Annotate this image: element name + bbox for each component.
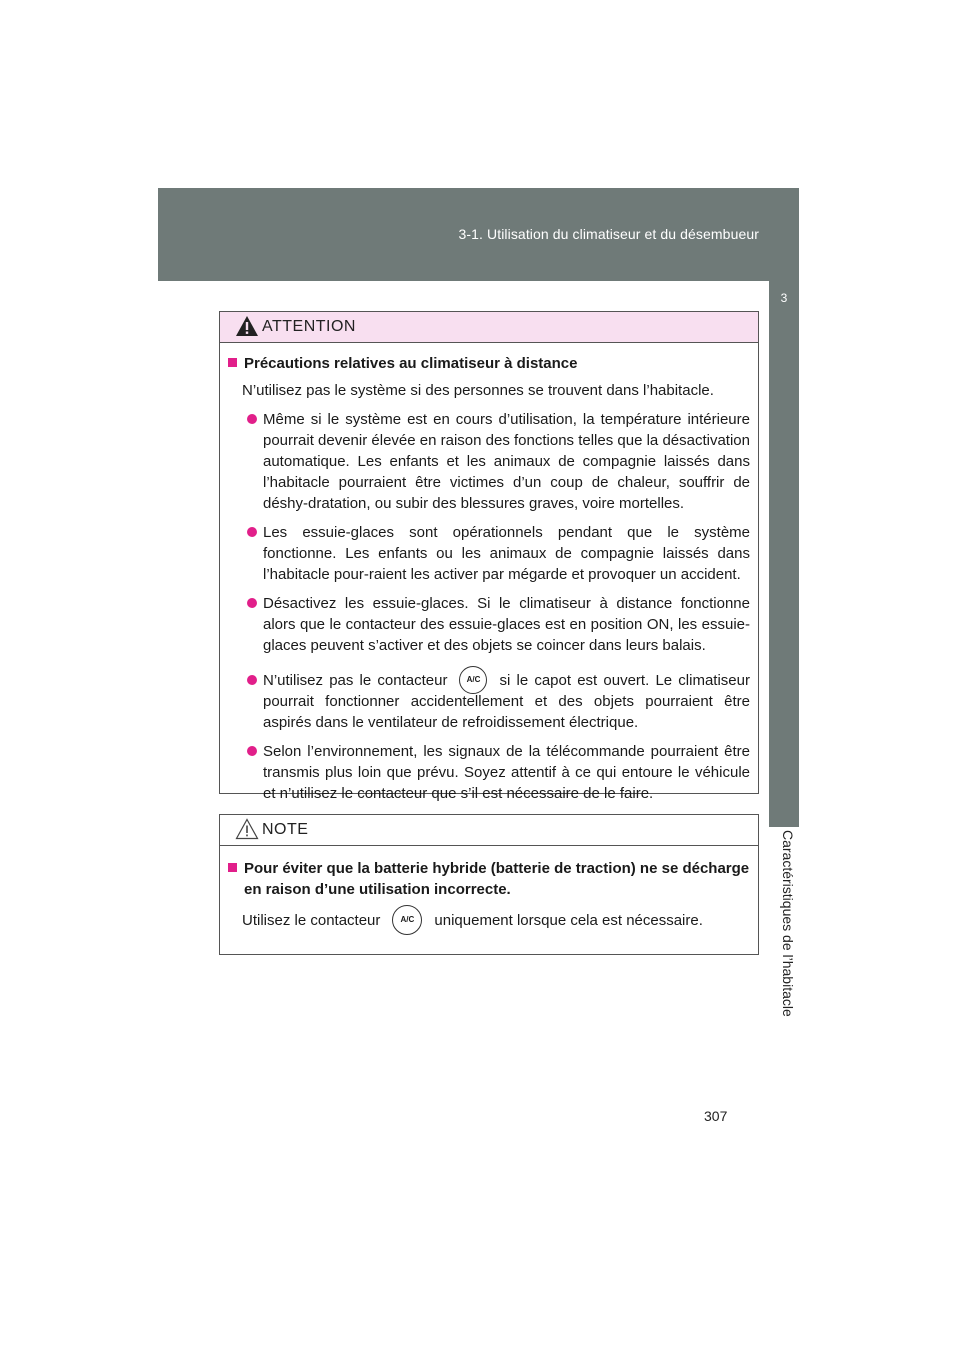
warning-filled-icon bbox=[235, 315, 259, 337]
square-bullet-icon bbox=[228, 863, 237, 872]
ac-button-icon: A/C bbox=[392, 905, 422, 935]
list-item: Même si le système est en cours d’utilisation, la température intérieure pourrait devenir élevée en raison des fonctions telles que la désactivation automatique. Les enfants et les animaux de compagnie laissés dans l’habitacle pourraient être victimes d’un coup de chaleur, souffrir de déshy-dratation, ou subir des blessures graves, voire mortelles. bbox=[228, 409, 750, 514]
circle-bullet-icon bbox=[247, 675, 257, 685]
note-label: NOTE bbox=[262, 821, 309, 838]
attention-intro: N’utilisez pas le système si des personnes se trouvent dans l’habitacle. bbox=[242, 382, 714, 399]
attention-content bbox=[220, 343, 758, 804]
note-box bbox=[219, 814, 759, 955]
square-bullet-icon bbox=[228, 358, 237, 367]
attention-header bbox=[220, 312, 758, 343]
note-header bbox=[220, 815, 758, 846]
attention-label: ATTENTION bbox=[262, 318, 356, 335]
attention-box bbox=[219, 311, 759, 802]
note-section-title: Pour éviter que la batterie hybride (batterie de traction) ne se décharge en raison d’une utilisation incorrecte. bbox=[228, 858, 750, 900]
circle-bullet-icon bbox=[247, 598, 257, 608]
chapter-title: Caractéristiques de l’habitacle bbox=[780, 830, 796, 1017]
chapter-number: 3 bbox=[780, 291, 788, 305]
circle-bullet-icon bbox=[247, 414, 257, 424]
note-text: Utilisez le contacteur A/C uniquement lorsque cela est nécessaire. bbox=[228, 910, 750, 931]
page-number: 307 bbox=[704, 1108, 728, 1124]
list-item: Selon l’environnement, les signaux de la télécommande pourraient être transmis plus loin que prévu. Soyez attentif à ce qui entoure le véhicule et n’utilisez le contacteur que s’il est nécessaire de le faire. bbox=[228, 741, 750, 804]
note-content bbox=[220, 846, 758, 931]
warning-outline-icon bbox=[235, 818, 259, 840]
header-band bbox=[158, 188, 799, 281]
section-title: 3-1. Utilisation du climatiseur et du désembueur bbox=[458, 226, 759, 242]
circle-bullet-icon bbox=[247, 746, 257, 756]
list-item: Désactivez les essuie-glaces. Si le climatiseur à distance fonctionne alors que le contacteur des essuie-glaces est en position ON, les essuie-glaces peuvent s’activer et des objets se coincer dans leurs balais. bbox=[228, 593, 750, 656]
ac-button-icon: A/C bbox=[459, 666, 487, 694]
attention-section-title: Précautions relatives au climatiseur à distance bbox=[228, 353, 750, 374]
chapter-tab bbox=[769, 281, 799, 827]
list-item: N’utilisez pas le contacteur A/C si le capot est ouvert. Le climatiseur pourrait fonctionner accidentellement et des objets pourraient être aspirés dans le ventilateur de refroidissement électrique. bbox=[228, 670, 750, 733]
list-item: Les essuie-glaces sont opérationnels pendant que le système fonctionne. Les enfants ou les animaux de compagnie laissés dans l’habitacle pour-raient les activer par mégarde et provoquer un accident. bbox=[228, 522, 750, 585]
circle-bullet-icon bbox=[247, 527, 257, 537]
